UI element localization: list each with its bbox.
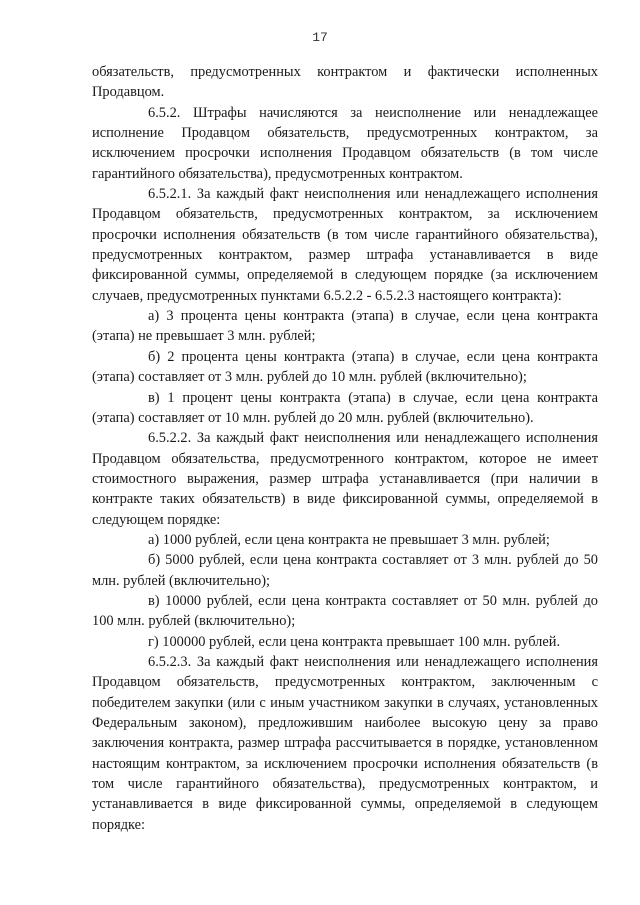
clause-6-5-2-1-item-a: а) 3 процента цены контракта (этапа) в случае, если цена контракта (этапа) не превышает 3 млн. рублей;	[92, 308, 598, 345]
clause-6-5-2-2-item-c: в) 10000 рублей, если цена контракта составляет от 50 млн. рублей до 100 млн. рублей (включительно);	[92, 592, 598, 630]
clause-6-5-2-1: 6.5.2.1. За каждый факт неисполнения или ненадлежащего исполнения Продавцом обязательств, предусмотренных контрактом, за исключением просрочки исполнения обязательств (в том числе гарантийного обязательства), предусмотренных контрактом, размер штрафа устанавливается в виде фиксированной суммы, определяемой в следующем порядке (за исключением случаев, предусмотренных пунктами 6.5.2.2 - 6.5.2.3 настоящего контракта):	[92, 186, 598, 304]
clause-6-5-2-1-item-b: б) 2 процента цены контракта (этапа) в случае, если цена контракта (этапа) составляет от 3 млн. рублей до 10 млн. рублей (включительно);	[92, 348, 598, 386]
clause-6-5-2: 6.5.2. Штрафы начисляются за неисполнение или ненадлежащее исполнение Продавцом обязательств, предусмотренных контрактом, за исключением просрочки исполнения Продавцом обязательств (в том числе гарантийного обязательства), предусмотренных контрактом.	[92, 104, 598, 182]
document-body	[92, 62, 598, 835]
clause-6-5-2-3: 6.5.2.3. За каждый факт неисполнения или ненадлежащего исполнения Продавцом обязательств, предусмотренных контрактом, заключенным с победителем закупки (или с иным участником закупки в случаях, установленных Федеральным законом), предложившим наиболее высокую цену за право заключения контракта, размер штрафа рассчитывается в порядке, установленном настоящим контрактом, за исключением просрочки исполнения обязательств (в том числе гарантийного обязательства), предусмотренных контрактом, и устанавливается в виде фиксированной суммы, определяемой в следующем порядке:	[92, 653, 598, 833]
clause-6-5-2-2-item-a: а) 1000 рублей, если цена контракта не превышает 3 млн. рублей;	[148, 531, 550, 548]
clause-6-5-2-2-item-b: б) 5000 рублей, если цена контракта составляет от 3 млн. рублей до 50 млн. рублей (включительно);	[92, 552, 598, 589]
paragraph-continuation: обязательств, предусмотренных контрактом и фактически исполненных Продавцом.	[92, 64, 598, 101]
clause-6-5-2-1-item-c: в) 1 процент цены контракта (этапа) в случае, если цена контракта (этапа) составляет от 10 млн. рублей до 20 млн. рублей (включительно).	[92, 389, 598, 426]
clause-6-5-2-2: 6.5.2.2. За каждый факт неисполнения или ненадлежащего исполнения Продавцом обязательства, предусмотренного контрактом, которое не имеет стоимостного выражения, размер штрафа устанавливается (при наличии в контракте таких обязательств) в виде фиксированной суммы, определяемой в следующем порядке:	[92, 430, 598, 528]
page-number: 17	[312, 30, 328, 45]
clause-6-5-2-2-item-d: г) 100000 рублей, если цена контракта превышает 100 млн. рублей.	[148, 633, 561, 650]
